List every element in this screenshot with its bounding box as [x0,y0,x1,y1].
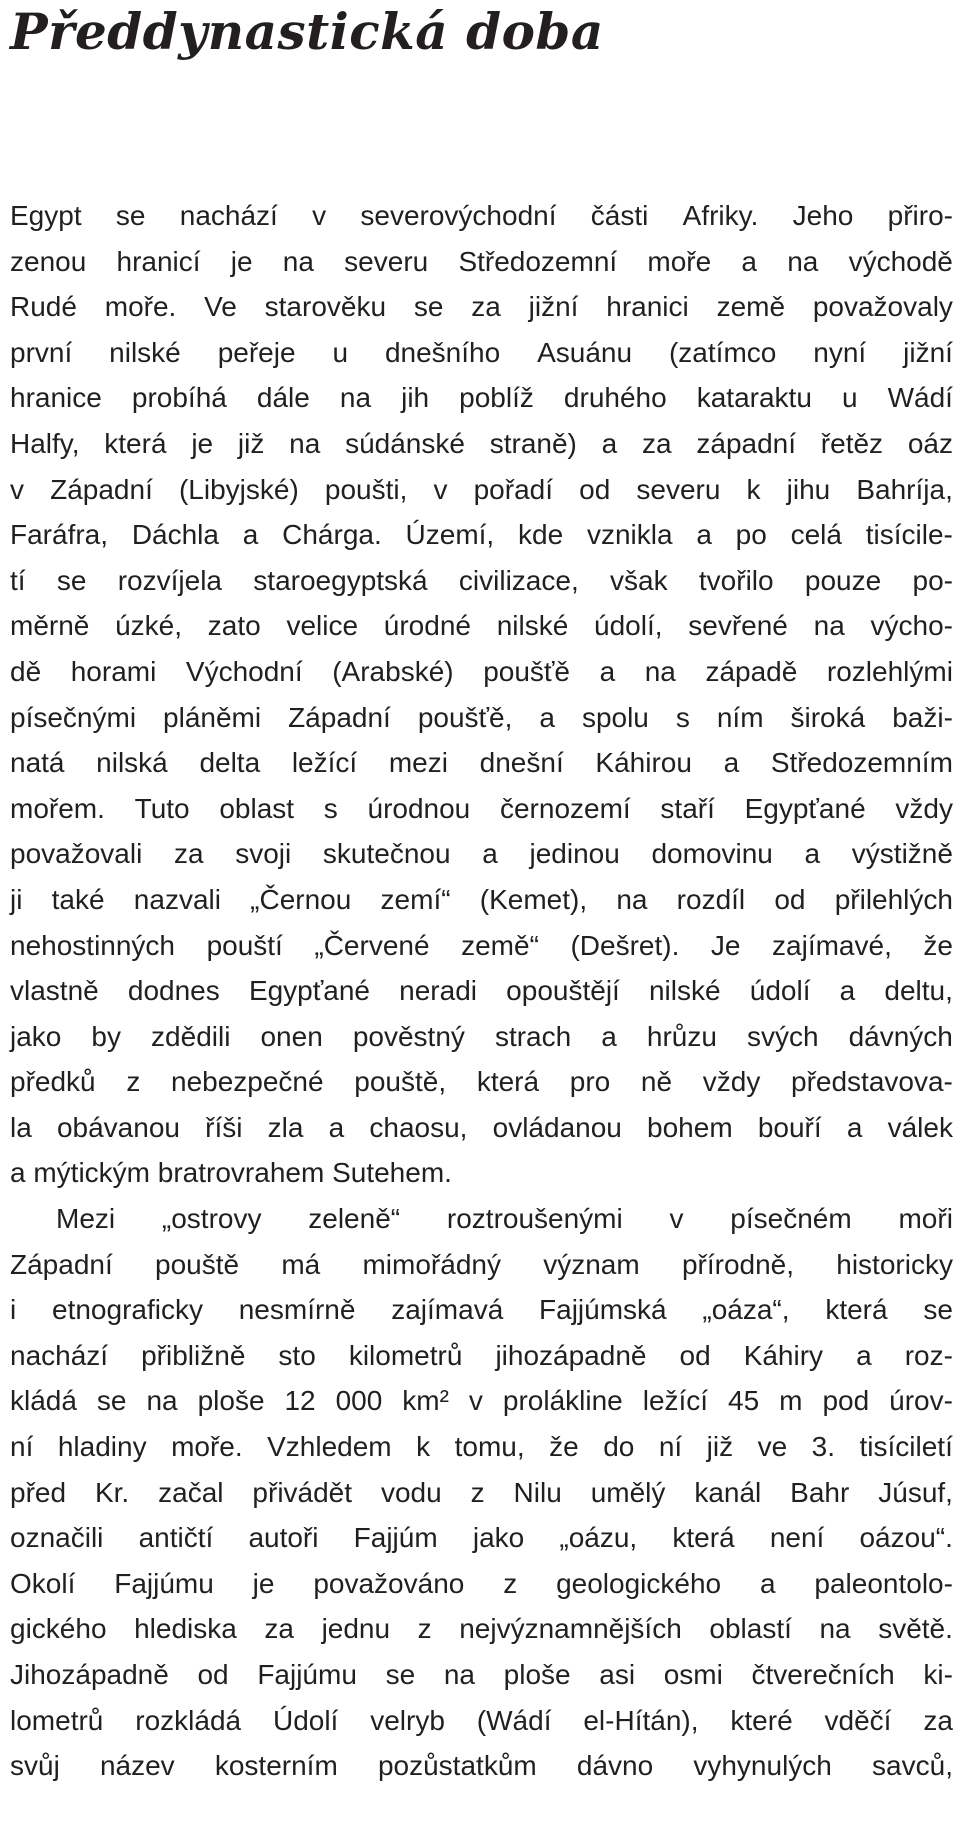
text-line: měrně úzké, zato velice úrodné nilské údolí, sevřené na výcho- [10,610,953,642]
text-line: la obávanou říši zla a chaosu, ovládanou bohem bouří a válek [10,1111,953,1143]
text-line: Egypt se nachází v severovýchodní části Afriky. Jeho přiro- [10,200,953,231]
text-line: Západní pouště má mimořádný význam přírodně, historicky [10,1248,953,1280]
text-line: zenou hranicí je na severu Středozemní moře a na východě [10,245,953,277]
text-line: vlastně dodnes Egypťané neradi opouštějí nilské údolí a deltu, [10,975,953,1007]
text-line: tí se rozvíjela staroegyptská civilizace, však tvořilo pouze po- [10,564,953,596]
text-line: v Západní (Libyjské) poušti, v pořadí od severu k jihu Bahríja, [10,473,953,505]
text-line: nachází přibližně sto kilometrů jihozápadně od Káhiry a roz- [10,1339,953,1371]
text-line: gického hlediska za jednu z nejvýznamnějších oblastí na světě. [10,1613,953,1645]
text-line: předků z nebezpečné pouště, která pro ně vždy představova- [10,1066,953,1098]
text-line: kládá se na ploše 12 000 km² v prolákline ležící 45 m pod úrov- [10,1385,953,1417]
text-line: hranice probíhá dále na jih poblíž druhého kataraktu u Wádí [10,382,953,414]
text-line: Rudé moře. Ve starověku se za jižní hranici země považovaly [10,291,953,323]
text-line: první nilské peřeje u dnešního Asuánu (zatímco nyní jižní [10,336,953,368]
text-line: písečnými pláněmi Západní poušťě, a spolu s ním široká baži- [10,701,953,733]
text-line: označili antičtí autoři Fajjúm jako „oázu, která není oázou“. [10,1522,953,1554]
text-line: a mýtickým bratrovrahem Sutehem. [10,1157,452,1189]
body-text [10,193,953,1789]
text-line: Faráfra, Dáchla a Chárga. Území, kde vznikla a po celá tisícile- [10,519,953,551]
text-line: považovali za svoji skutečnou a jedinou domovinu a výstižně [10,838,953,870]
text-line: lometrů rozkládá Údolí velryb (Wádí el-Hítán), které vděčí za [10,1704,953,1736]
text-line: Mezi „ostrovy zeleně“ roztroušenými v písečném moři [56,1203,953,1235]
text-line: ní hladiny moře. Vzhledem k tomu, že do ní již ve 3. tisíciletí [10,1431,953,1463]
text-line: Jihozápadně od Fajjúmu se na ploše asi osmi čtverečních ki- [10,1659,953,1690]
text-line: Okolí Fajjúmu je považováno z geologického a paleontolo- [10,1567,953,1599]
text-line: dě horami Východní (Arabské) poušťě a na západě rozlehlými [10,655,953,687]
paragraph-1 [10,193,953,1196]
text-line: mořem. Tuto oblast s úrodnou černozemí staří Egypťané vždy [10,792,953,824]
text-line: svůj název kosterním pozůstatkům dávno vyhynulých savců, [10,1750,953,1782]
paragraph-2 [10,1196,953,1789]
chapter-title: Předdynastická doba [10,2,604,61]
text-line: natá nilská delta ležící mezi dnešní Káhirou a Středozemním [10,747,953,779]
text-line: Halfy, která je již na súdánské straně) a za západní řetěz oáz [10,427,953,459]
text-line: jako by zdědili onen pověstný strach a hrůzu svých dávných [10,1020,953,1052]
text-line: nehostinných pouští „Červené země“ (Dešret). Je zajímavé, že [10,929,953,961]
text-line: před Kr. začal přivádět vodu z Nilu umělý kanál Bahr Júsuf, [10,1476,953,1508]
text-line: ji také nazvali „Černou zemí“ (Kemet), na rozdíl od přilehlých [10,883,953,915]
text-line: i etnograficky nesmírně zajímavá Fajjúmská „oáza“, která se [10,1294,953,1326]
